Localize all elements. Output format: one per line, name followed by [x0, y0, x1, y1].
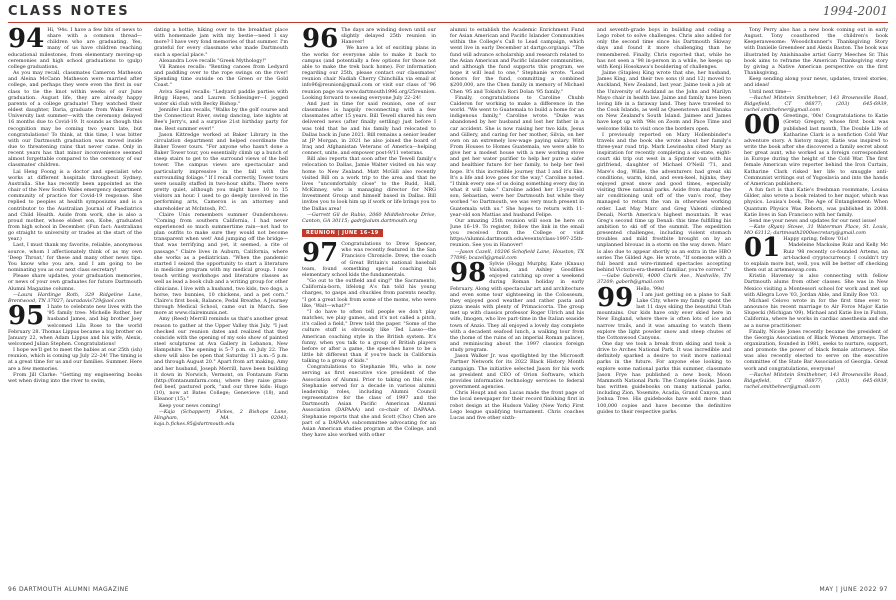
note-paragraph: "I do have to often tell people we don't play matches, we play games, and it's not called a pitch, it's called a field," Drew told the paper. "Some of the culture stuff is obviously like Ted Lasso—the American coaching style in the British system. It's funny, when you talk to a group of British players before or after a game, the speeches have to be a little bit different than if you're back in California talking to a group of kids.": [302, 308, 436, 365]
note-paragraph: dating a hottie, hiking over to the breakfast place with homemade jam with my bestie—need I say more? I have very fond memories of that summer. I'm grateful for every classmate who made Dartmouth such a special place.": [154, 27, 288, 58]
footer-right: MAY | JUNE 2022 97: [819, 586, 888, 593]
secretary-signature: —Kaja (Schappert) Fickes, 2 Bishops Lane, Hingham, MA 02043; kaja.h.fickes.95@dartmouth.edu: [154, 408, 288, 427]
class-year-94: 94: [8, 27, 45, 54]
note-paragraph: and seventh-grade boys in building and coding a Lego robot to solve challenges. Chris also added for only the second time since his Dartmouth Skiway days and found it more challenging than he remembered. Finally, Chris reported that, while he has not seen a '98 in-person in a while, he keeps up with Kenji Hosokawa's bouldering of challenges.: [597, 27, 731, 70]
note-paragraph: Happy spring, fellow '01s!: [783, 236, 849, 243]
secretary-signature: —Jason Cazell, 10206 Schofield Lane, Houston, TX 77096; bcazell@gmail.com: [450, 248, 584, 261]
secretary-signature: —Laura Hardinge Roth, 329 Ridgeline Lane, Brentwood, TN 37027; lauradavis729@aol.com: [8, 291, 142, 304]
secretary-signature: —Rachel Mitstein Smithehner, 143 Brownsville Road, Ridgefield, CT 06877; (203) 645-6939, rachel.smithehner@gmail.com: [744, 371, 888, 391]
class-year-99: 99: [597, 282, 634, 313]
note-paragraph: Vil Ramos recalls: "Renting canoes from Ledyard and paddling over to the rope swings on the river! Spending time outside on the Green or the Gold Coast.": [154, 63, 288, 89]
note-paragraph: Sylvie (Hogg) Murphy, Kate (Knaus) Vaishon, and Ashley Goodflies enjoyed catching up over a weekend during Roman holiday in early February. Along with spectacular art and architecture and even some tour sightseeing in the Colosseum, they enjoyed good weather and rather pasta and pizza meals with plenty of Primacicorta. The group met up with classics professor Roger Ulrich and his wife, Imogen, who live part-time in the Italian seaside town of Anzio. They all enjoyed a lovely day complete with a decadent seafood lunch, a walking tour from the (home of the ruins of an imperial Roman palace), and reminiscing about the 1997 classics foreign study program.: [450, 260, 584, 354]
column-1: [8, 27, 142, 582]
note-paragraph: I previously reported on Mary Hollenbinder's travels and the book she wrote about her family's three-year road trip. Mark Lewinsohn cited Mary as inspiration for recently completing a six-state, eight-court ski trip out west in a Sprinter van with his girlfriend, daughter of Michael O'Neill '71, and Mare's dog, Willie, the adventurers had great ski conditions, warm, kind, and even-keel, hijinks, they enjoyed great snow and good times, especially visiting three national parks. Aside from sharing the air conditioning unit off of the van's roof, they managed to return the van in otherwise working order. Last May Marc and Greg Valenti climbed Denali, North America's highest mountain. It was Greg's second time up Denali: this time fulfilling his ambition to ski off of the summit. The expedition presented challenges, including violent stomach troubles and mild frostbite brought on by an unplanned bivouac in a storm on the way down. Marc is also due to appear shortly as an extra in the HBO series The Gilded Age. He wrote, "If someone with a full beard and wire-rimmed spectacles accepting behind Victoria-era-themed familiar, you're correct.": [597, 131, 731, 274]
note-paragraph: The days are winding down until our slightly delayed 25th reunion in Hanover!: [341, 27, 436, 46]
note-paragraph: Amy (Reed) Merrill reminds us that's another great reason to gather at the Upper Valley this July. "I just checked our reunion dates and realized that they coincide with the opening of my solo show of painted steel sculptures at Ava Gallery in Lebanon, New Hampshire. The opening is 5–7 p.m. on July 22. The show will also be open that Saturday 11 a.m.–5 p.m. and through August 20." Apart from art making, Amy and her husband, Joseph Merrill, have been building it down in Norwich, Vermont, on Fontanum Farm (http://fontanumfarm.com), where they raise grass-fed beef, pastured pork, "and our three kids: Hugo (10), now at Bates College; Genevieve (18), and Eleanor (15).": [154, 316, 288, 403]
note-paragraph: I am just getting on a plane to Salt Lake City, where my family spent the last 11 days skiing the beautiful Utah mountains. Our kids have only ever skied here in New England, where there is often lots of ice and narrow trails, and it was amazing to watch them explore the light powder snow and steep chutes of the Cottonwood Canyons.: [597, 291, 731, 341]
reunion-band: [302, 229, 436, 237]
section-title: CLASS NOTES: [8, 4, 130, 19]
note-paragraph: Claire Unis remembers summer Oundershows: "Coming from southern California, I had never experienced so much summertime rain—not had to plan outfits to make sure they would not become transparent when wet! And jumping off the bridge—that was terrifying and yet, it seemed, a rite of passage." Claire lives in Auburn, California, where she works as a pediatrician. "When the pandemic started I seized the opportunity to start a literature in medicine program with my medical group. I now teach writing workshops and literature classes as well as lead a book club and a writing group for other clinicians. I live with a husband, two kids, two dogs, a horse, two bunnies, 10 chickens, and a pet corn." Claire's first book, Balance, Pedal Breathe, A Journey through Medical School, came out in March. See more at www.clairemunis.net.: [154, 211, 288, 317]
footer-left: 96 DARTMOUTH ALUMNI MAGAZINE: [8, 586, 129, 593]
note-paragraph: Tony Perry also has a new book coming out in early August. Tony coauthored the children's book Keeperawesome: Wooodchunner's Thanksgiving Story with Danielle Greendeer and Alexis Baston. The book was illustrated by Anishinaabe artist Garry Meeches Sr. This book aims to reframe the American Thanksgiving story by giving a Native American perspective on the first Thanksgiving.: [744, 27, 888, 77]
note-paragraph: Michael Celovo wrote in for the first time ever to announce his recent marriage to Air Force Major Katie Slupecki (Michigan '09). Michael and Katie live in Fulton, California, where he works in cardiac anesthesia and she as a nurse practitioner.: [744, 297, 888, 329]
note-paragraph: Hi, '94s. I have a few bits of news to share with a common thread—children who are graduating. Yes, many of us have children reaching educational milestones, from elementary moving-up ceremonies and high school graduations to (gulp) college graduations.: [8, 27, 142, 70]
note-paragraph: From Jill Clarke: "Getting my engineering books wet when diving into the river to swim,: [8, 371, 142, 384]
column-4: [450, 27, 584, 582]
note-paragraph: Aviva Siegel recalls: "Ledyard paddle parties with Brigg Hayes, and Lauren Schlesinger—I jogged water ski club with Becky Bishop.": [154, 88, 288, 107]
note-paragraph: Finally, congratulations to Caroline Chubb Calderon for working to make a difference in the world. "We went to Guatemala to build a home for an indigenous family," Caroline wrote. "Duke was abandoned by her husband and lost her father in a car accident. She is now raising her two kids, Jesus and Gillery, and caring for her mother, Silvia, on her own on an extremely low-wage paying salary. With From Houses to Homes Guatemala, we were able to give her a modest house with a new working stove and get her water purifier to help her pure a safer and healthier future for her family, to help her feel hope. It's this incredible journey that I and it's like. It's a life and love goes for the way," Caroline noted. "I think every one of us doing something every day in what it will take." Caroline added her 13-year-old son, Sebastian, were her Dartmouth but while they worked "so Dartmouth, we was very much present in Guatemala with us." She hopes to return with 11-year-old son Mattias and husband Felipe.: [450, 94, 584, 218]
class-year-00: 00: [744, 110, 781, 141]
note-paragraph: One day we took a break from skiing and took a drive to Arches National Park. It was incredible and definitely sparked a desire to visit more national parks in the future. For anyone else looking to explore some national parks this summer, classmate Jason Frye has published a new book, Moon Mammoth National Park: The Complete Guide. Jason has written guidebooks on many national parks, including Zion, Yosemite, Acadia, Grand Canyon, and Joshua Tree. His guidebooks have sold more than 100,000 copies and have become the definitive guides to their respective parks.: [597, 340, 731, 415]
note-paragraph: Keep sending along your news, updates, travel stories, and ideas!: [744, 76, 888, 89]
note-paragraph: A fun fact is that Katie's freshman roommate, Louisa Gilder, also wrote a book related to her major, which was physics. Louisa's book, The Age of Entanglement: When Quantum Physics Was Reborn, was published in 2008. Katie lives in San Francisco with her family.: [744, 187, 888, 218]
class-year-97: 97: [302, 238, 339, 269]
note-paragraph: Greetings, '00s! Congratulations to Katie (Gretz) Gregory, whose first book was published last month, The Double Life of Katharine Clark is a nonfiction Cold War adventure story. A history major, Katie was inspired to write the book after she discovered a family secret about her great aunt, who worked as a foreign correspondent in Europe during the height of the Cold War. The first female American wire reporter behind the Iron Curtain, Katharine Clark risked her life to smuggle anti-Communist writings out of Yugoslavia and into the hands of American publishers.: [744, 113, 888, 187]
note-paragraph: Jennifer Linn recalls, "Walks by the golf course and the Connecticut River, swing dancing, late nights at Bee's Jerry's, and a surprise 21st birthday party for me. Best summer ever!": [154, 107, 288, 132]
note-paragraph: I hope we'll get to meet the babies at our 25th (ish) reunion, which is coming up July 22–24! The timing is at a great time for us and our families. Summer. Here are a few memories.: [8, 347, 142, 372]
note-paragraph: Chris Houpt and son Lucas made the front page of the local newspaper for their record finishing first in robot design at the Hudson Valley (New York) First Lego league qualifying tournament. Chris coaches Lucas and five other sixth-: [450, 390, 584, 421]
note-paragraph: Jason Walker Jr. was spotlighted by the Microsoft Partner Network for its 2022 Black History Month campaign. The initiative selected Jason for his work as president and CEO of Orion Software, which provides information technology services to federal government agencies.: [450, 353, 584, 391]
note-paragraph: Congratulations to Stephanie Wu, who is now serving as first executive vice president of the Association of Alumni. Prior to taking on this role, Stephanie served for a decade in various alumni leadership roles, including Alumni Council representative for the class of 1997 and the Dartmouth Asian Pacific American Alumni Association (DAPAAA) and co-chair of DAPAAA. Stephanie reports that she and Scott (Cho) Chen are part of a DAPAAA subcommittee advocating for an Asian American studies program at the College, and they have also worked with other: [302, 364, 436, 438]
note-paragraph: Our amazing 25th reunion will soon be here on June 16–19. To register, follow the link in the email you received from the College or visit https://alumni.dartmouth.edu/events/class-1997-25th-reunion. See you in Hanover!: [450, 217, 584, 249]
note-paragraph: Send me your news and updates for our next issue!: [749, 217, 877, 224]
note-paragraph: Keep your news coming!: [159, 402, 221, 409]
note-paragraph: Please share updates, your graduation memories, or news of your own graduates for future Dartmouth Alumni Magazine columns.: [8, 273, 142, 292]
note-paragraph: Last, I must thank my favorite, reliable, anonymous source, whom I affectionately think of as my own 'Deep Throat,' for these and many other news tips. You know who you are, and I am going to be nominating you as our next class secretary!: [8, 242, 142, 274]
secretary-signature: —Gabe Gabrelli, 4000 Clark Ave., Nashville, TN 37209; gaberb@gmail.com: [597, 273, 731, 286]
class-year-95: 95: [8, 301, 45, 332]
column-5: [597, 27, 731, 582]
note-paragraph: And just in time for said reunion, one of our classmates is happily reconnecting with a few classmates after 15 years. Bill Tewell shared his own delivered news (after finally settling) just before I was told that he and his family had relocated to Dallas back in June 2021. Bill remains a senior leader at JP Morgan, in 2021 he also joined the board of Iraq and Afghanistan Veterans of America—helping connect, unite, and empower post-9/11 veterans.: [302, 100, 436, 157]
secretary-signature: —Rachel Mitstein Smithehner, 143 Brownsville Road, Ridgefield, CT 06877; (203) 645-6939, rachel.smithehner@gmail.com: [744, 94, 888, 114]
note-paragraph: Bill also reports that soon after the Tewell family's relocation to Dallas, Jamie Walter visited on his way home to New Zealand. Matt McGill also recently visited Bill on a work trip to the area and that he lives "uncomfortably close" to the Rudd, Hall, McKinney, who is managing director for NRG Investment Group and himself based in Dallas. Bill invites you to look him up if work or life brings you to the Dallas area!: [302, 156, 436, 212]
note-paragraph: I hate to celebrate new lives with the '95 family tree: Michelle Rother, her husband James, and big brother Joey welcomed Lila Rose to the world February 28. Thomas Lippus became a big brother on January 22, when Adam Lippus and his wife, Alexis, welcomed Julian Stephen. Congratulations!: [8, 304, 142, 347]
column-3: [302, 27, 436, 582]
column-6: [744, 27, 888, 582]
note-paragraph: Hello, '99s!: [636, 285, 665, 292]
note-paragraph: Lai Heng Foong is a doctor and specialist who works at different hospitals throughout Sydney, Australia. She has recently been appointed as the chair of the New South Wales emergency department community of practice for Covid-19 response. She replied to peoples at health symposiums and is a contributor to the Australian Journal of Paediatrics and Child Health. Aside from work, she is also a proud mother, whose eldest son, Kobe, graduated from high school in December. (Fun fact: Australians go straight to university or trades at the start of the year.): [8, 168, 142, 243]
note-paragraph: alumni to establish the Academic Enrichment Fund for Asian American and Pacific Islander Communities within the College's Call to Lead campaign, which went live in early December at dartgo.org/aapi. "The fund will advance scholarship and research related to the Asian American and Pacific Islander communities, and although the fund supports this program, we hope it will lead to one," Stephanie wrote. "Lead donors for the fund, committing a combined $200,000, are the Chen family in memory of Michael Chen '95 and Tokishi's Rori Dolan '95 family.": [450, 27, 584, 95]
note-paragraph: "Go out to the outfield and sing!" the Sacramento, California-born, lifelong A's fan told his young charges, to gasps and chuckles from parents nearby. "I got a great look from some of the moms, who were like, 'Wait—what?'": [302, 278, 436, 309]
class-year-01: 01: [744, 233, 781, 264]
reunion-badge: REUNION | JUNE 16–19: [302, 229, 383, 237]
note-paragraph: Kristin Havemsy is also connecting with fellow Dartmouth alums from other classes. She was in New Mexico visiting a Montessori school for work and met up with Allegra Love '03, Jordan Able, and Emily Roe '03.: [744, 273, 888, 298]
note-paragraph: Until next time—: [749, 88, 792, 95]
note-paragraph: Madeleine Mackoine Ruiz and Kelly Mc Ruiz '98 recently co-founded Artems, an art-backed cryptocurrency. I couldn't try to explain more but, well, you will be better off checking them out at artemsswap.com.: [744, 242, 888, 274]
page-footer: [8, 586, 888, 596]
secretary-signature: —Garrett Gil de Rubio, 2060 Middlebrooke Drive, Canton, GA 30115; gadr@alum.dartmouth.org: [302, 211, 436, 224]
note-paragraph: As you may recall, classmates Cameron Matheson and Aleina McCann Matheson were married after college, and perhaps they were even the first in our class to tie the knot within weeks of our June graduation. August life, they are already happy parents of a college graduate! They watched their eldest daughter, Daria, graduate from Wake Forest University last summer—with the ceremony delayed 16 months due to Covid-19. It sounds as though this recognition may be coming two years late, but congratulations! To think, at this time, I was bitter with our Dartmouth graduation was moved inside due to threatening rains that never came. Only in recent years has that minor inconvenience seemed almost forgettable compared to the ceremony of our classmates' children.: [8, 70, 142, 169]
secretary-signature: —Kate (Ryan) Stowe, 31 Waterman Place, St. Louis, MO 63112; dartmouth2000secretary@gmail.com: [744, 224, 888, 237]
class-year-96: 96: [302, 27, 339, 54]
note-paragraph: Congratulations to Drew Spencer, who was recently featured in the San Francisco Chronicle. Drew, the coach of Great Britain's national baseball team, found something special coaching his elementary school kids the fundamentals.: [302, 241, 436, 278]
column-2: [154, 27, 288, 582]
year-range: 1994-2001: [822, 4, 888, 18]
note-paragraph: Alexandra Love recalls "Greek Mythology!": [159, 57, 267, 64]
note-paragraph: Finally, Nicole Jones recently became the president of the Georgia Association of Black Women Attorneys. The organization, founded in 1981, seeks to nurture, support, and promote the power of black female attorneys. She was also recently elected to serve on the executive committee of the State Bar Association of Georgia. Great work and congratulations, everyone!: [744, 328, 888, 372]
class-year-98: 98: [450, 257, 487, 288]
note-paragraph: We have a lot of exciting plans in the works for everyone able to make it back to campus (and potentially a few options for those not able to make the trek back home). For information regarding our 25th, please contact our classmates' reunion chair Nadiah Cherry Chinchilla via email at info96@reunion@gmail.com or visit our class of '96 reunion page via www.dartmouth1996.org/25reunion. Looking forward to seeing everyone July 22–24!: [302, 45, 436, 101]
page-header: [8, 0, 888, 23]
note-paragraph: Jaime (Staples) King wrote that she, her husband, James King, and their two sons (8 and 12) moved to Auckland, New Zealand, last year. Jaime took a job at the University of Auckland as the John and Marilyn Mayo chair in health law. Jaime and family have been loving life in a faraway land. They have traveled to the Cook Islands, as well as Queenstown and Wanaka on New Zealand's South Island. Jaimee and James have kept up with '98s on Zoom and Pace Time and welcome folks to visit once the borders open.: [597, 70, 731, 132]
note-paragraph: Jason Kittredge worked at Baker Library in the circulation department and helped coordinate the Baker Tower tours. "For anyone who hasn't done a Baker Tower tour, you essentially climb up a bunch of steep stairs to get to the surround views of the bell tower. The campus views are spectacular and particularly impressive in the fall with the surrounding foliage." If I recall correctly, Tower tours were usually staffed in two-hour shifts. There were pretty quiet, although you might have 10 to 15 visitors an hour. I used to go deeply involved in the performing arts, Cameron is an attorney and shareholder at McIntosh, P.C.: [154, 131, 288, 212]
